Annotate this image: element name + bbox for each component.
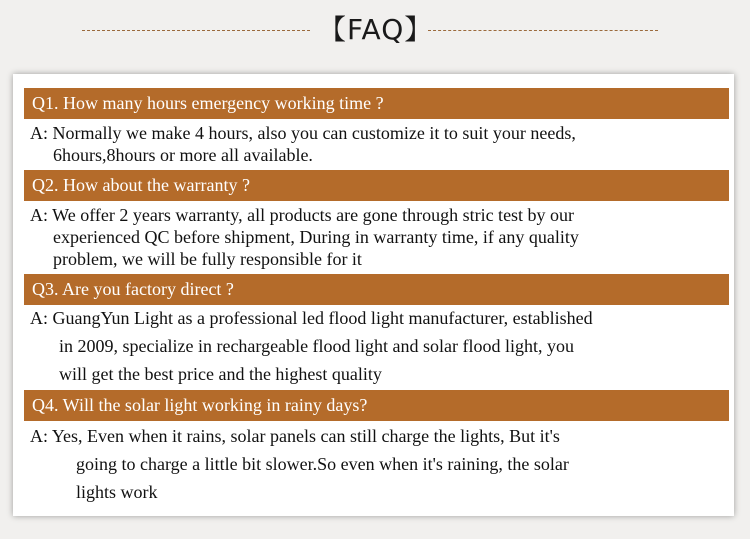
answer-line: 6hours,8hours or more all available. [53, 145, 313, 165]
answer-line: A: GuangYun Light as a professional led flood light manufacturer, established [30, 308, 593, 328]
answer-line: A: We offer 2 years warranty, all products are gone through stric test by our [30, 205, 575, 225]
faq-answer-3 [30, 304, 730, 388]
faq-answer-4 [30, 422, 730, 506]
answer-line: in 2009, specialize in rechargeable flood light and solar flood light, you [59, 336, 575, 356]
faq-question-1: Q1. How many hours emergency working time ? [24, 88, 729, 119]
header [0, 0, 750, 66]
answer-line: A: Yes, Even when it rains, solar panels can still charge the lights, But it's [30, 426, 560, 446]
faq-question-2: Q2. How about the warranty ? [24, 170, 729, 201]
page-title: 【FAQ】 [318, 13, 434, 46]
faq-panel [13, 74, 734, 516]
answer-line: lights work [76, 482, 158, 502]
header-divider-right [428, 30, 658, 31]
header-divider-left [82, 30, 310, 31]
answer-line: going to charge a little bit slower.So even when it's raining, the solar [76, 454, 569, 474]
answer-line: will get the best price and the highest quality [59, 364, 382, 384]
faq-question-4: Q4. Will the solar light working in rainy days? [24, 390, 729, 421]
faq-question-3: Q3. Are you factory direct ? [24, 274, 729, 305]
answer-line: A: Normally we make 4 hours, also you can customize it to suit your needs, [30, 123, 576, 143]
faq-answer-1 [30, 122, 730, 166]
answer-line: experienced QC before shipment, During in warranty time, if any quality [53, 227, 579, 247]
faq-answer-2 [30, 204, 730, 270]
answer-line: problem, we will be fully responsible for it [53, 249, 362, 269]
